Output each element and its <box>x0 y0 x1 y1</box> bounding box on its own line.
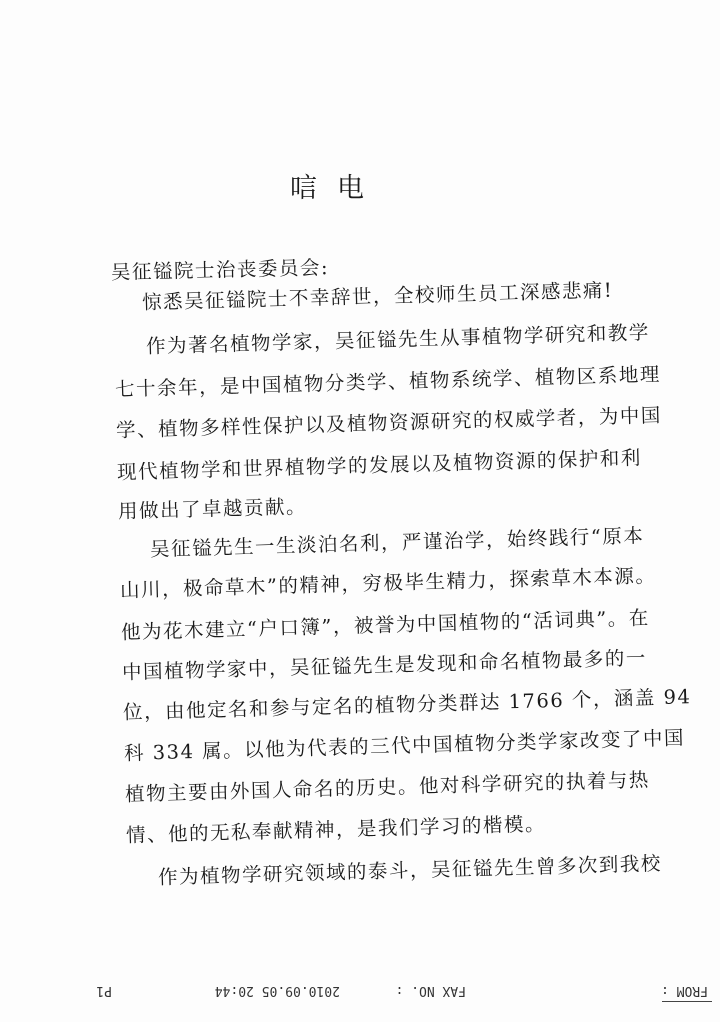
paragraph-line: 惊悉吴征镒院士不幸辞世，全校师生员工深感悲痛! <box>141 278 614 314</box>
paragraph-line: 现代植物学和世界植物学的发展以及植物资源的保护和利 <box>116 446 643 484</box>
paragraph-line: 植物主要由外国人命名的历史。他对科学研究的执着与热 <box>124 768 651 806</box>
paragraph-line: 他为花木建立“户口簿”，被誉为中国植物的“活词典”。在 <box>120 606 651 644</box>
paragraph-line: 用做出了卓越贡献。 <box>117 495 308 523</box>
paragraph-line: 山川，极命草木”的精神，穷极毕生精力，探索草木本源。 <box>119 564 657 602</box>
fax-number-label: FAX NO. : <box>395 983 466 998</box>
paragraph-line: 中国植物学家中，吴征镒先生是发现和命名植物最多的一 <box>121 646 648 684</box>
paragraph-line: 科 334 属。以他为代表的三代中国植物分类学家改变了中国 <box>123 726 686 765</box>
fax-page-number: P1 <box>96 983 112 998</box>
fax-header-rule <box>662 1001 712 1002</box>
paragraph-line: 位，由他定名和参与定名的植物分类群达 1766 个，涵盖 94 <box>122 685 692 724</box>
salutation-line: 吴征镒院士治丧委员会: <box>110 256 330 284</box>
fax-from-label: FROM : <box>661 983 708 998</box>
fax-header-strip <box>0 978 720 1002</box>
paragraph-line: 学、植物多样性保护以及植物资源研究的权威学者，为中国 <box>115 403 663 442</box>
fax-datetime: 2010.09.05 20:44 <box>214 983 340 998</box>
paragraph-line: 吴征镒先生一生淡泊名利，严谨治学，始终践行“原本 <box>149 524 645 561</box>
paragraph-line: 七十余年，是中国植物分类学、植物系统学、植物区系地理 <box>114 362 662 401</box>
paragraph-line: 作为著名植物学家，吴征镒先生从事植物学研究和教学 <box>145 320 651 358</box>
document-title: 唁电 <box>290 173 384 204</box>
paragraph-line: 作为植物学研究领域的泰斗，吴征镒先生曾多次到我校 <box>157 851 663 889</box>
paragraph-line: 情、他的无私奉献精神，是我们学习的楷模。 <box>125 812 547 847</box>
